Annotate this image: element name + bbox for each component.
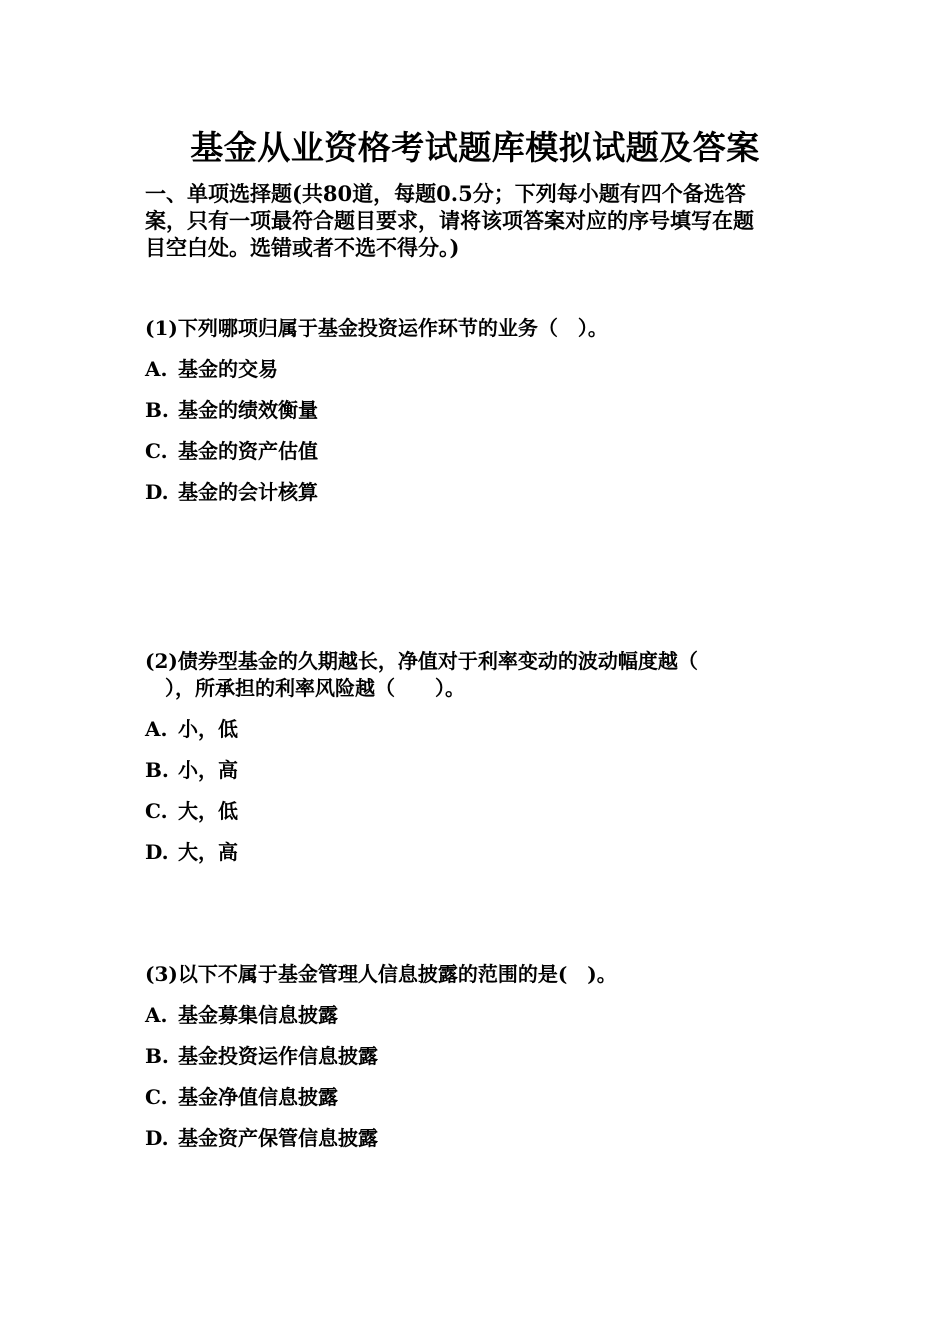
question-stem xyxy=(145,648,805,702)
question-2 xyxy=(145,648,805,866)
option-text: 基金净值信息披露 xyxy=(178,1085,338,1109)
question-stem-line: (2)债券型基金的久期越长，净值对于利率变动的波动幅度越（ xyxy=(145,649,698,673)
option-c xyxy=(145,438,805,465)
question-stem xyxy=(145,961,805,988)
option-text: 基金的绩效衡量 xyxy=(178,398,318,422)
option-b xyxy=(145,397,805,424)
option-d xyxy=(145,479,805,506)
instructions-line: 案，只有一项最符合题目要求，请将该项答案对应的序号填写在题 xyxy=(145,208,754,233)
option-text: 基金的会计核算 xyxy=(178,480,318,504)
option-text: 大，高 xyxy=(178,840,238,864)
question-stem-line: (1)下列哪项归属于基金投资运作环节的业务（ ）。 xyxy=(145,316,608,340)
option-letter: C. xyxy=(145,1085,168,1109)
option-c xyxy=(145,798,805,825)
question-stem-line: (3)以下不属于基金管理人信息披露的范围的是( )。 xyxy=(145,962,617,986)
section-instructions xyxy=(145,180,800,261)
option-letter: B. xyxy=(145,398,169,422)
option-letter: A. xyxy=(145,1003,168,1027)
option-b xyxy=(145,757,805,784)
instructions-line: 一、单项选择题(共80道，每题0.5分；下列每小题有四个备选答 xyxy=(145,181,746,206)
option-text: 基金投资运作信息披露 xyxy=(178,1044,378,1068)
option-letter: D. xyxy=(145,480,169,504)
option-b xyxy=(145,1043,805,1070)
option-c xyxy=(145,1084,805,1111)
question-stem xyxy=(145,315,805,342)
option-a xyxy=(145,716,805,743)
option-text: 小，高 xyxy=(178,758,238,782)
option-letter: C. xyxy=(145,439,168,463)
option-text: 基金的资产估值 xyxy=(178,439,318,463)
question-1 xyxy=(145,315,805,506)
option-letter: A. xyxy=(145,357,168,381)
option-letter: B. xyxy=(145,758,169,782)
option-letter: B. xyxy=(145,1044,169,1068)
option-text: 基金的交易 xyxy=(178,357,278,381)
option-a xyxy=(145,1002,805,1029)
option-text: 小，低 xyxy=(178,717,238,741)
option-letter: D. xyxy=(145,1126,169,1150)
question-stem-line: ），所承担的利率风险越（ ）。 xyxy=(145,676,465,700)
option-text: 基金资产保管信息披露 xyxy=(178,1126,378,1150)
option-text: 大，低 xyxy=(178,799,238,823)
instructions-line: 目空白处。选错或者不选不得分。) xyxy=(145,235,460,260)
option-d xyxy=(145,839,805,866)
option-letter: C. xyxy=(145,799,168,823)
page-title: 基金从业资格考试题库模拟试题及答案 xyxy=(190,128,760,167)
option-letter: D. xyxy=(145,840,169,864)
option-a xyxy=(145,356,805,383)
option-letter: A. xyxy=(145,717,168,741)
option-d xyxy=(145,1125,805,1152)
option-text: 基金募集信息披露 xyxy=(178,1003,338,1027)
question-3 xyxy=(145,961,805,1152)
